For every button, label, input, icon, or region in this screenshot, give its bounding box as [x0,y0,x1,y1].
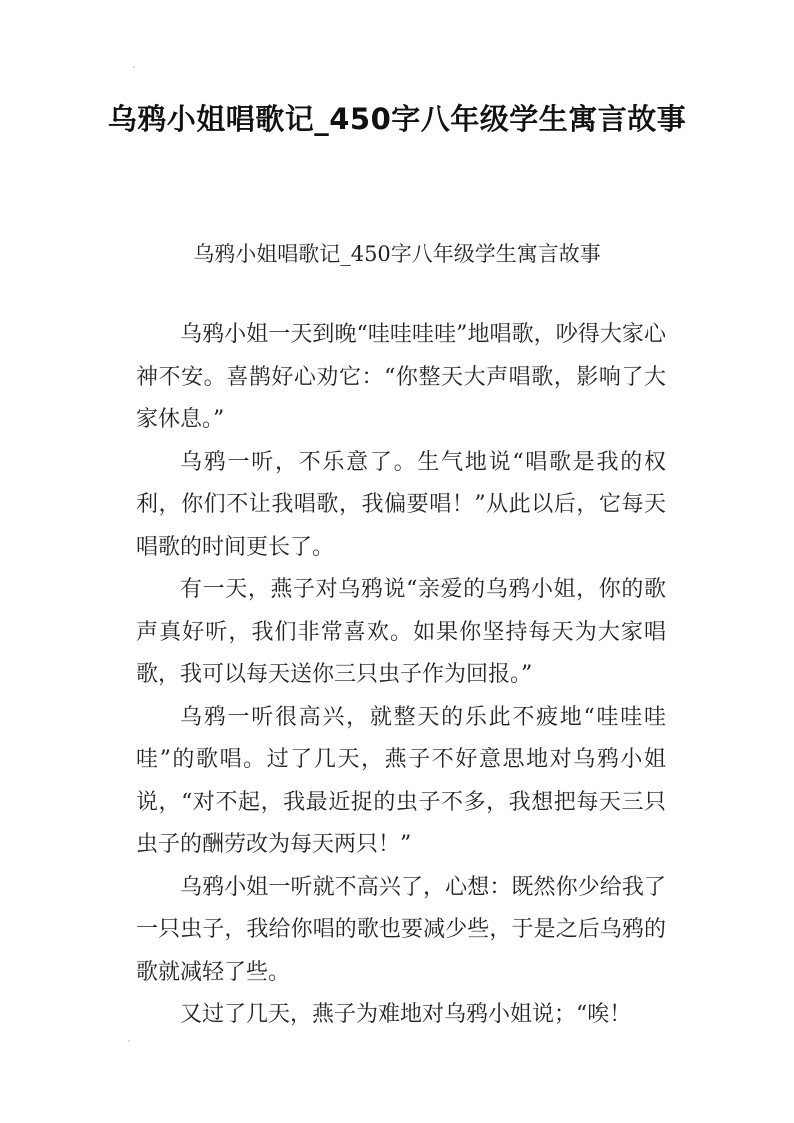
document-body [136,314,666,1037]
paragraph: 乌鸦小姐一听就不高兴了，心想：既然你少给我了一只虫子，我给你唱的歌也要减少些，于是之后乌鸦的歌就减轻了些。 [136,874,666,985]
paragraph: 乌鸦一听很高兴，就整天的乐此不疲地“哇哇哇哇”的歌唱。过了几天，燕子不好意思地对乌鸦小姐说，“对不起，我最近捉的虫子不多，我想把每天三只虫子的酬劳改为每天两只！” [136,704,666,857]
scan-speck [128,1040,130,1042]
document-title: 乌鸦小姐唱歌记_450字八年级学生寓言故事 [107,102,687,136]
document-subtitle: 乌鸦小姐唱歌记_450字八年级学生寓言故事 [193,242,601,266]
paragraph: 又过了几天，燕子为难地对乌鸦小姐说；“唉！ [180,1002,632,1027]
scan-speck [133,66,135,68]
paragraph: 乌鸦小姐一天到晚“哇哇哇哇”地唱歌，吵得大家心神不安。喜鹊好心劝它：“你整天大声唱歌，影响了大家休息。” [136,322,666,432]
paragraph: 乌鸦一听，不乐意了。生气地说“唱歌是我的权利，你们不让我唱歌，我偏要唱！”从此以后，它每天唱歌的时间更长了。 [136,449,666,560]
paragraph: 有一天，燕子对乌鸦说“亲爱的乌鸦小姐，你的歌声真好听，我们非常喜欢。如果你坚持每天为大家唱歌，我可以每天送你三只虫子作为回报。” [136,577,666,687]
